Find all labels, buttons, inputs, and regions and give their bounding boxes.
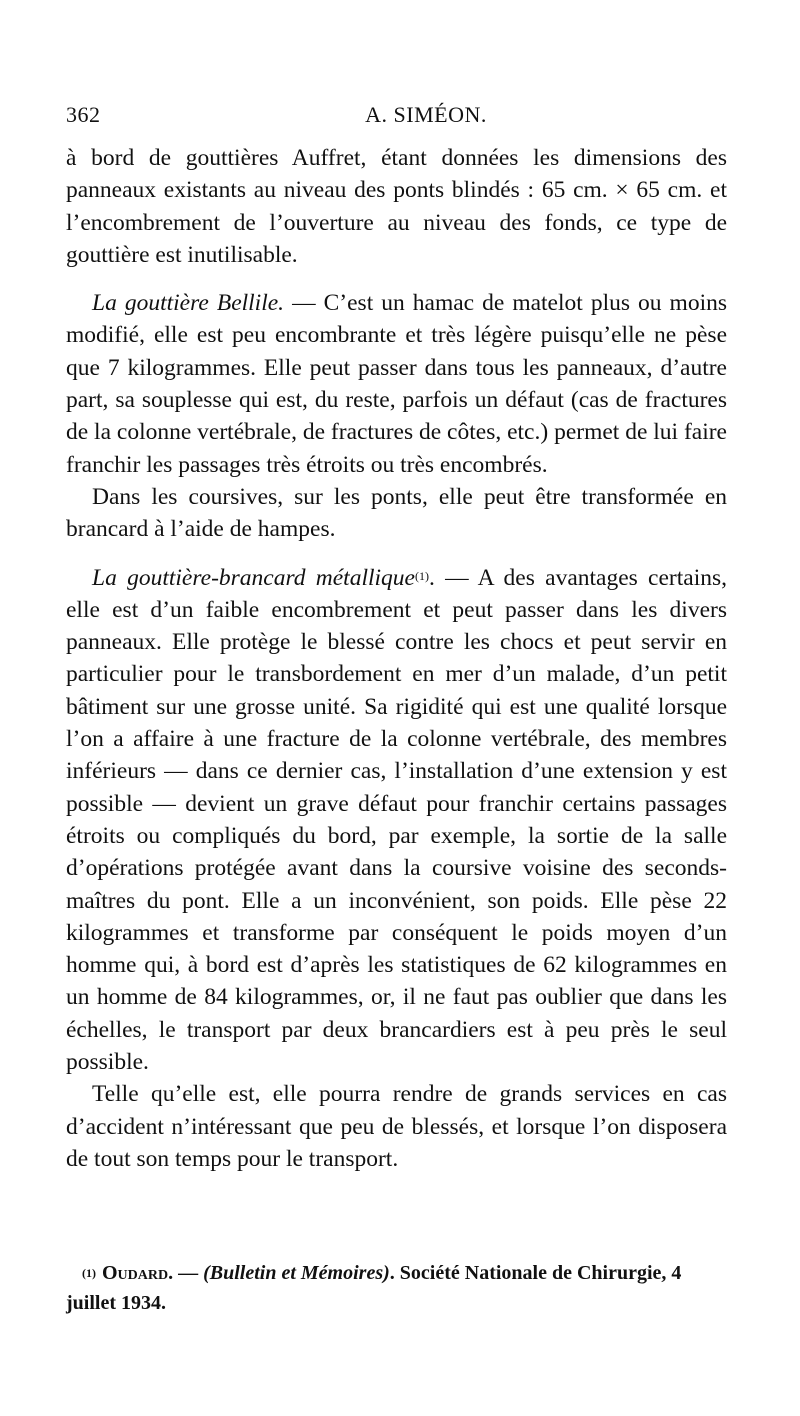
page-header [66, 102, 746, 136]
paragraph-coursives [66, 481, 727, 546]
footnote-source: (Bulletin et Mémoires) [203, 1262, 390, 1284]
footnote-rest: . Société Nationale de Chirurgie, 4 juillet 1934. [66, 1262, 682, 1314]
page-number: 362 [66, 102, 101, 127]
footnote-number: (1) [82, 1266, 96, 1280]
running-head: A. SIMÉON. [365, 102, 487, 127]
section-lead-brancard: La gouttière-brancard métallique [92, 564, 415, 591]
paragraph-auffret-end [66, 142, 727, 271]
footnote-author: Oudard. [102, 1262, 174, 1284]
paragraph-brancard-metallique [66, 562, 727, 1079]
paragraph-text: à bord de gouttières Auffret, étant données les dimensions des panneaux existants au niveau des ponts blindés : 65 cm. × 65 cm. et l’encombrement de l’ouverture au niveau des fonds, ce type de gouttière est inutilisable. [66, 145, 727, 268]
paragraph-text: Telle qu’elle est, elle pourra rendre de grands services en cas d’accident n’intéressant que peu de blessés, et lorsque l’on disposera de tout son temps pour le transport. [66, 1081, 727, 1172]
paragraph-text: Dans les coursives, sur les ponts, elle peut être transformée en brancard à l’aide de hampes. [66, 483, 727, 543]
paragraph-text: . — A des avantages certains, elle est d’un faible encombrement et peut passer dans les divers panneaux. Elle protège le blessé contre les chocs et peut servir en particulier pour le transbordement en mer d’un malade, d’un petit bâtiment sur une grosse unité. Sa rigidité qui est une qualité lorsque l’on a affaire à une fracture de la colonne vertébrale, des membres inférieurs — dans ce dernier cas, l’installation d’une extension y est possible — devient un grave défaut pour franchir certains passages étroits ou compliqués du bord, par exemple, la sortie de la salle d’opérations protégée avant dans la coursive voisine des seconds-maîtres du pont. Elle a un inconvénient, son poids. Elle pèse 22 kilogrammes et transforme par conséquent le poids moyen d’un homme qui, à bord est d’après les statistiques de 62 kilogrammes en un homme de 84 kilogrammes, or, il ne faut pas oublier que dans les échelles, le transport par deux brancardiers est à peu près le seul possible. [66, 564, 728, 1076]
footnote-dash: — [173, 1262, 204, 1284]
section-lead-bellile: La gouttière Bellile. [92, 290, 285, 317]
paragraph-text: — C’est un hamac de matelot plus ou moins modifié, elle est peu encombrante et très légère puisqu’elle ne pèse que 7 kilogrammes. Elle peut passer dans tous les panneaux, d’autre part, sa souplesse qui est, du reste, parfois un défaut (cas de fractures de la colonne vertébrale, de fractures de côtes, etc.) permet de lui faire franchir les passages très étroits ou très encombrés. [66, 290, 728, 478]
paragraph-conclusion [66, 1078, 727, 1175]
footnote [66, 1258, 727, 1318]
footnote-reference[interactable]: (1) [414, 568, 429, 583]
paragraph-bellile [66, 287, 727, 481]
body-text [66, 142, 727, 1175]
